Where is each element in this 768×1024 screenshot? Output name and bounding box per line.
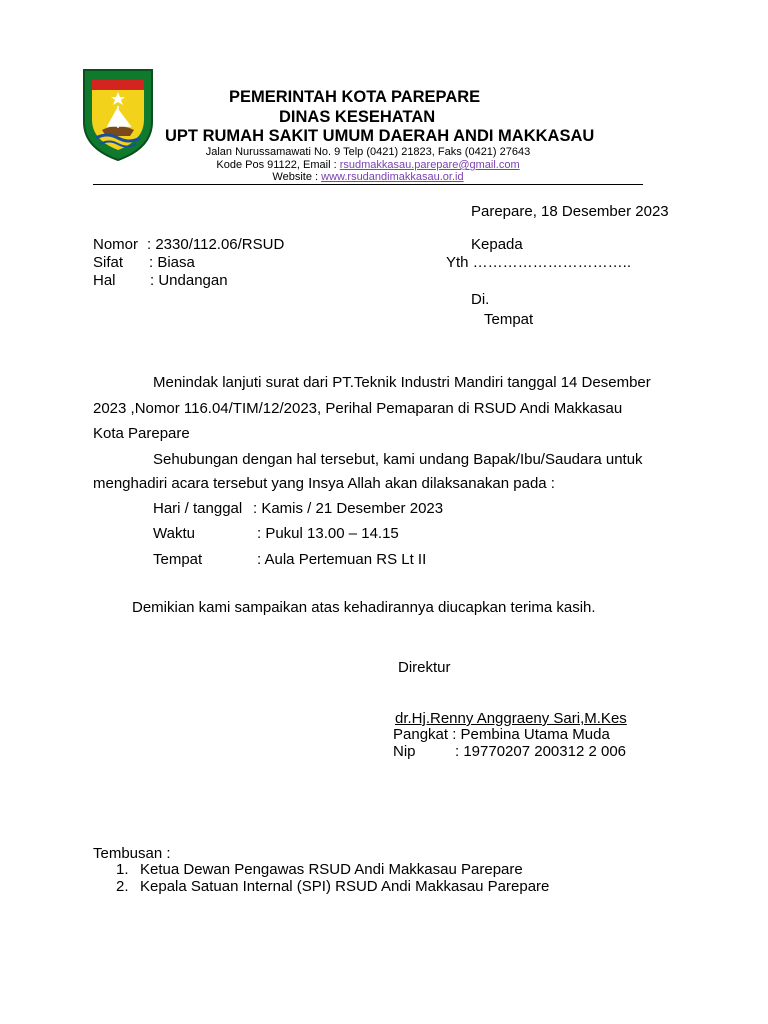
website-label: Website :: [272, 171, 322, 183]
letterhead-divider: [93, 184, 643, 185]
hari-label: Hari / tanggal: [153, 500, 243, 517]
body-p1-line2: 2023 ,Nomor 116.04/TIM/12/2023, Perihal Pemaparan di RSUD Andi Makkasau: [93, 400, 623, 417]
waktu-label: Waktu: [153, 525, 195, 542]
recipient-kepada: Kepada: [471, 236, 523, 253]
letter-date: Parepare, 18 Desember 2023: [471, 203, 669, 220]
sifat-value: : Biasa: [149, 254, 195, 271]
tembusan-label: Tembusan :: [93, 845, 171, 862]
waktu-value: : Pukul 13.00 – 14.15: [257, 525, 399, 542]
signature-nip-value: : 19770207 200312 2 006: [455, 743, 626, 760]
email-link[interactable]: rsudmakkasau.parepare@gmail.com: [339, 159, 520, 171]
body-p2-line1: Sehubungan dengan hal tersebut, kami undang Bapak/Ibu/Saudara untuk: [153, 451, 643, 468]
list-item: [116, 861, 523, 878]
letterhead-postal-email: [88, 159, 648, 171]
list-item-number: 2.: [116, 878, 129, 895]
letterhead-department: DINAS KESEHATAN: [279, 108, 436, 126]
website-link[interactable]: www.rsudandimakkasau.or.id: [321, 171, 464, 183]
body-p1-line1: Menindak lanjuti surat dari PT.Teknik Industri Mandiri tanggal 14 Desember: [153, 374, 651, 391]
list-item-text: Ketua Dewan Pengawas RSUD Andi Makkasau Parepare: [140, 861, 523, 878]
letterhead-government: PEMERINTAH KOTA PAREPARE: [229, 88, 481, 106]
list-item-text: Kepala Satuan Internal (SPI) RSUD Andi Makkasau Parepare: [140, 878, 550, 895]
sifat-label: Sifat: [93, 254, 124, 271]
body-p1-line3: Kota Parepare: [93, 425, 190, 442]
list-item-number: 1.: [116, 861, 129, 878]
letterhead-address: Jalan Nurussamawati No. 9 Telp (0421) 21823, Faks (0421) 27643: [205, 146, 531, 158]
recipient-tempat: Tempat: [484, 311, 534, 328]
tempat-value: : Aula Pertemuan RS Lt II: [257, 551, 427, 568]
postal-email-label: Kode Pos 91122, Email :: [216, 159, 340, 171]
hal-label: Hal: [93, 272, 116, 289]
signature-nip-label: Nip: [393, 743, 416, 760]
signature-name: dr.Hj.Renny Anggraeny Sari,M.Kes: [395, 710, 627, 727]
hal-value: : Undangan: [150, 272, 228, 289]
signature-pangkat: Pangkat : Pembina Utama Muda: [393, 726, 610, 743]
recipient-di: Di.: [471, 291, 490, 308]
closing-text: Demikian kami sampaikan atas kehadirannya diucapkan terima kasih.: [132, 599, 596, 616]
tempat-label: Tempat: [153, 551, 203, 568]
nomor-value: : 2330/112.06/RSUD: [147, 236, 285, 253]
body-p2-line2: menghadiri acara tersebut yang Insya Allah akan dilaksanakan pada :: [93, 475, 555, 492]
letterhead-website: [88, 171, 648, 183]
list-item: [116, 878, 550, 895]
recipient-yth: Yth …………………………..: [446, 254, 632, 271]
signature-title: Direktur: [398, 659, 451, 676]
nomor-label: Nomor: [93, 236, 139, 253]
letterhead-hospital: UPT RUMAH SAKIT UMUM DAERAH ANDI MAKKASAU: [165, 127, 595, 145]
hari-value: : Kamis / 21 Desember 2023: [253, 500, 444, 517]
